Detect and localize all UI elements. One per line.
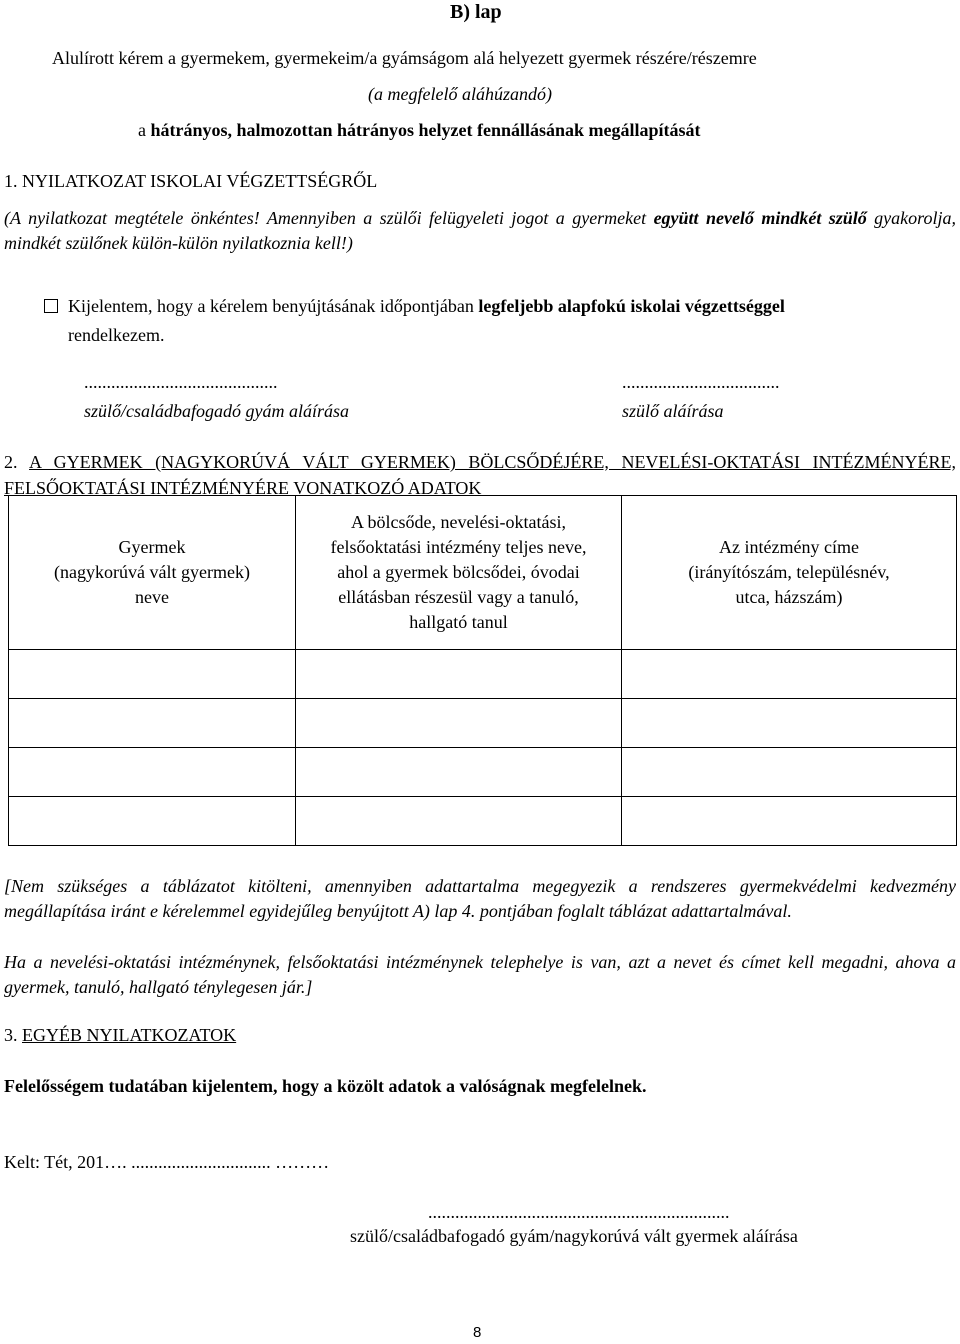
table-cell-input[interactable] [296,797,622,846]
table-row [9,748,957,797]
intro-underline-note: (a megfelelő aláhúzandó) [368,84,552,104]
section3-number: 3. [4,1025,18,1045]
table-cell-input[interactable] [622,650,957,699]
responsibility-statement: Felelősségem tudatában kijelentem, hogy a közölt adatok a valóságnak megfelelnek. [4,1076,647,1096]
table-note-2: Ha a nevelési-oktatási intézménynek, felsőoktatási intézménynek telephelye is van, azt a nevet és címet kell megadni, ahova a gyermek, tanuló, hallgató ténylegesen jár.] [4,952,956,997]
declaration-bold: legfeljebb alapfokú iskolai végzettséggel [478,296,785,316]
section3-heading [4,1025,236,1047]
section1-note-part-a: (A nyilatkozat megtétele önkéntes! Amennyiben a szülői felügyeleti jogot a gyermeket [4,208,654,228]
section2-number: 2. [4,452,18,472]
header-text: A bölcsőde, nevelési-oktatási, [351,512,566,532]
table-cell-input[interactable] [9,748,296,797]
declaration-text: Kijelentem, hogy a kérelem benyújtásának időpontjában [68,296,479,316]
table-cell-input[interactable] [622,699,957,748]
signature-label-left: szülő/családbafogadó gyám aláírása [84,401,350,421]
section2-title: A GYERMEK (NAGYKORÚVÁ VÁLT GYERMEK) BÖLCSŐDÉJÉRE, NEVELÉSI-OKTATÁSI INTÉZMÉNYÉRE, FELSŐOKTATÁSI INTÉZMÉNYÉRE VONATKOZÓ ADATOK [4,452,956,498]
section3-title: EGYÉB NYILATKOZATOK [22,1025,237,1045]
declaration-continuation: rendelkezem. [68,325,165,345]
declaration-line [44,296,785,318]
table-row [9,699,957,748]
intro-line-3 [138,120,701,142]
final-signature-label: szülő/családbafogadó gyám/nagykorúvá vált gyermek aláírása [350,1226,798,1246]
date-line: Kelt: Tét, 201…. ............................... ……… [4,1152,330,1172]
table-row [9,650,957,699]
intro-line-1: Alulírott kérem a gyermekem, gyermekeim/a gyámságom alá helyezett gyermek részére/részemre [52,48,757,68]
table-cell-input[interactable] [296,699,622,748]
signature-label-right: szülő aláírása [622,401,724,421]
institution-table [8,495,957,846]
section1-note-bold: együtt nevelő mindkét szülő [653,208,867,228]
section2-heading [4,449,956,501]
header-text: (nagykorúvá vált gyermek) [54,562,250,582]
intro-request-bold: hátrányos, halmozottan hátrányos helyzet fennállásának megállapítását [150,120,701,140]
column-header-institution-name [296,496,622,650]
table-cell-input[interactable] [296,748,622,797]
table-header-row [9,496,957,650]
table-note-1: [Nem szükséges a táblázatot kitölteni, amennyiben adattartalma megegyezik a rendszeres gyermekvédelmi kedvezmény megállapítása iránt e kérelemmel egyidejűleg benyújtott A) lap 4. pontjában foglalt táblázat adattartalmával. [4,876,956,921]
header-text: felsőoktatási intézmény teljes neve, [330,537,587,557]
header-text: Gyermek [118,537,186,557]
table-cell-input[interactable] [9,797,296,846]
intro-line-3-prefix: a [138,120,151,140]
table-cell-input[interactable] [9,699,296,748]
column-header-child-name [9,496,296,650]
header-text: (irányítószám, településnév, [688,562,890,582]
header-text: utca, házszám) [735,587,843,607]
header-text: Az intézmény címe [719,537,859,557]
section1-note-part-b: gyakorolja, mindkét szülőnek külön-külön nyilatkoznia kell!) [4,208,956,253]
page-title: B) lap [450,1,502,23]
header-text: hallgató tanul [409,612,508,632]
table-cell-input[interactable] [622,748,957,797]
section1-note [4,206,956,256]
header-text: neve [135,587,169,607]
header-text: ellátásban részesül vagy a tanuló, [338,587,579,607]
table-cell-input[interactable] [296,650,622,699]
table-row [9,797,957,846]
page-number: 8 [473,1324,482,1341]
table-cell-input[interactable] [622,797,957,846]
table-cell-input[interactable] [9,650,296,699]
declaration-checkbox[interactable] [44,299,58,313]
final-signature-line: ................................................................... [428,1202,730,1222]
signature-line-right: ................................... [622,372,780,392]
section1-heading: 1. NYILATKOZAT ISKOLAI VÉGZETTSÉGRŐL [4,171,378,191]
header-text: ahol a gyermek bölcsődei, óvodai [337,562,580,582]
signature-line-left: ........................................... [84,372,278,392]
column-header-institution-address [622,496,957,650]
